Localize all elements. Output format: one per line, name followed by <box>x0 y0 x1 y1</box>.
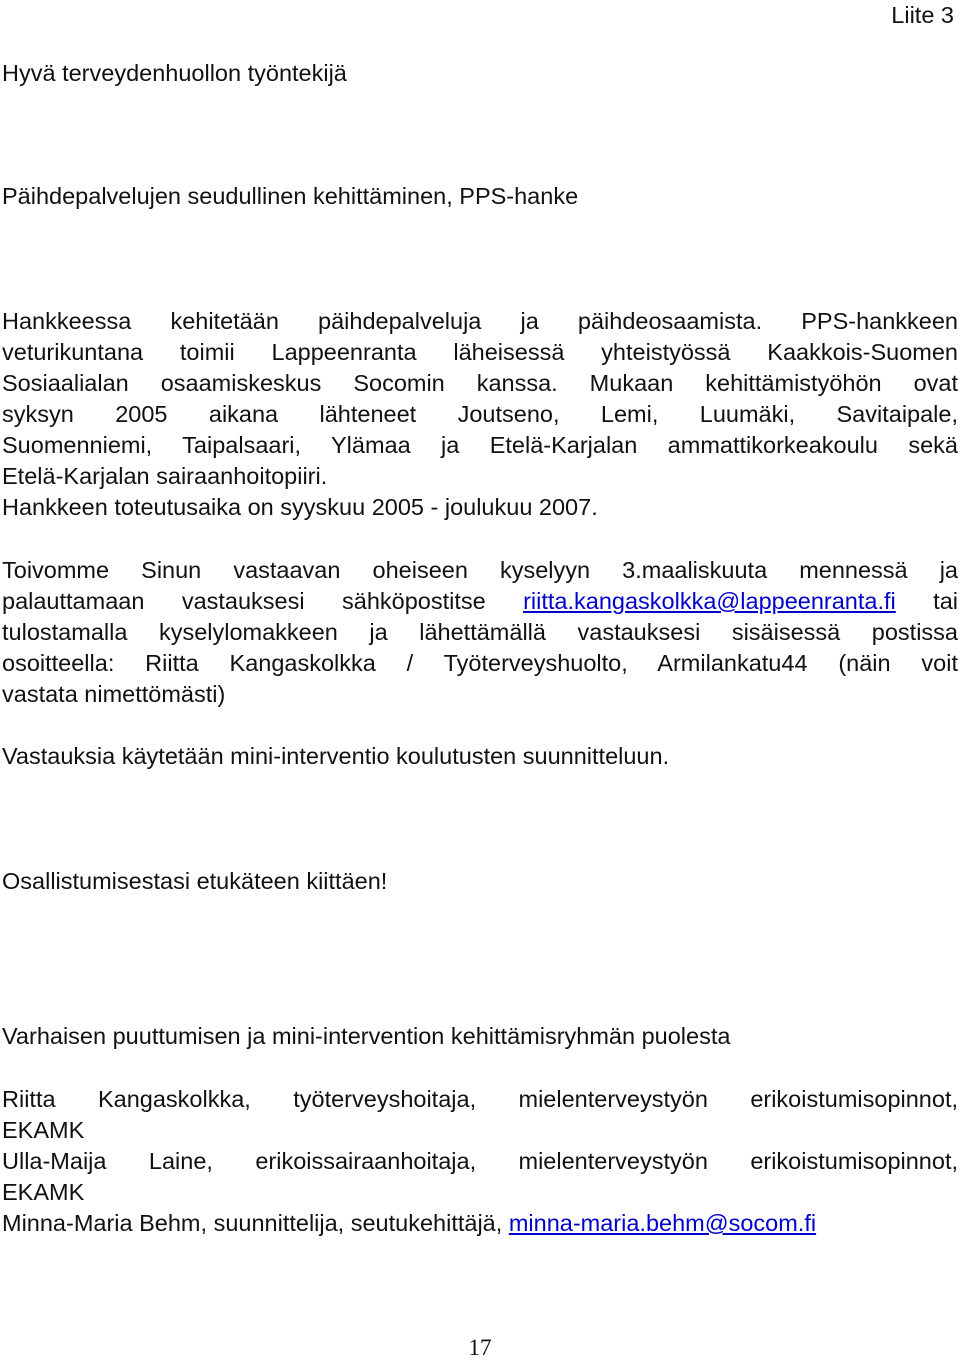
intro-line: Suomenniemi, Taipalsaari, Ylämaa ja Etelä-Karjalan ammattikorkeakoulu sekä <box>2 432 958 458</box>
intro-line: Hankkeessa kehitetään päihdepalveluja ja päihdeosaamista. PPS-hankkeen <box>2 308 958 334</box>
request-line-text: tai <box>933 588 958 614</box>
behalf-text: Varhaisen puuttumisen ja mini-intervention kehittämisryhmän puolesta <box>2 1023 731 1049</box>
intro-line: veturikuntana toimii Lappeenranta läheisessä yhteistyössä Kaakkois-Suomen <box>2 339 958 365</box>
signature-person1-org: EKAMK <box>2 1117 85 1143</box>
email-link-minna[interactable]: minna-maria.behm@socom.fi <box>508 1210 817 1236</box>
email-link-riitta[interactable]: riitta.kangaskolkka@lappeenranta.fi <box>523 588 896 614</box>
request-line: osoitteella: Riitta Kangaskolkka / Työterveyshuolto, Armilankatu44 (näin voit <box>2 650 958 676</box>
page-number: 17 <box>468 1335 492 1360</box>
signature-person3 <box>2 1208 958 1239</box>
request-line <box>2 586 958 617</box>
thanks-text: Osallistumisestasi etukäteen kiittäen! <box>2 868 388 894</box>
request-line-text: palauttamaan vastauksesi sähköpostitse <box>2 588 486 614</box>
duration-text: Hankkeen toteutusaika on syyskuu 2005 - joulukuu 2007. <box>2 494 598 520</box>
signature-person1: Riitta Kangaskolkka, työterveyshoitaja, mielenterveystyön erikoistumisopinnot, <box>2 1086 958 1112</box>
request-paragraph <box>2 555 958 710</box>
intro-line: Etelä-Karjalan sairaanhoitopiiri. <box>2 463 328 489</box>
signature-person2: Ulla-Maija Laine, erikoissairaanhoitaja, mielenterveystyön erikoistumisopinnot, <box>2 1148 958 1174</box>
signature-person3-text: Minna-Maria Behm, suunnittelija, seutukehittäjä, <box>2 1210 503 1236</box>
greeting: Hyvä terveydenhuollon työntekijä <box>2 60 347 86</box>
usage-text: Vastauksia käytetään mini-interventio koulutusten suunnitteluun. <box>2 743 670 769</box>
signature-block <box>2 1084 958 1239</box>
signature-person2-org: EKAMK <box>2 1179 85 1205</box>
attachment-label: Liite 3 <box>891 2 954 28</box>
document-title: Päihdepalvelujen seudullinen kehittäminen, PPS-hanke <box>2 183 579 209</box>
request-line: tulostamalla kyselylomakkeen ja lähettämällä vastauksesi sisäisessä postissa <box>2 619 958 645</box>
intro-paragraph <box>2 306 958 492</box>
request-line: Toivomme Sinun vastaavan oheiseen kyselyyn 3.maaliskuuta mennessä ja <box>2 557 958 583</box>
request-line: vastata nimettömästi) <box>2 681 226 707</box>
intro-line: syksyn 2005 aikana lähteneet Joutseno, Lemi, Luumäki, Savitaipale, <box>2 401 958 427</box>
intro-line: Sosiaalialan osaamiskeskus Socomin kanssa. Mukaan kehittämistyöhön ovat <box>2 370 958 396</box>
